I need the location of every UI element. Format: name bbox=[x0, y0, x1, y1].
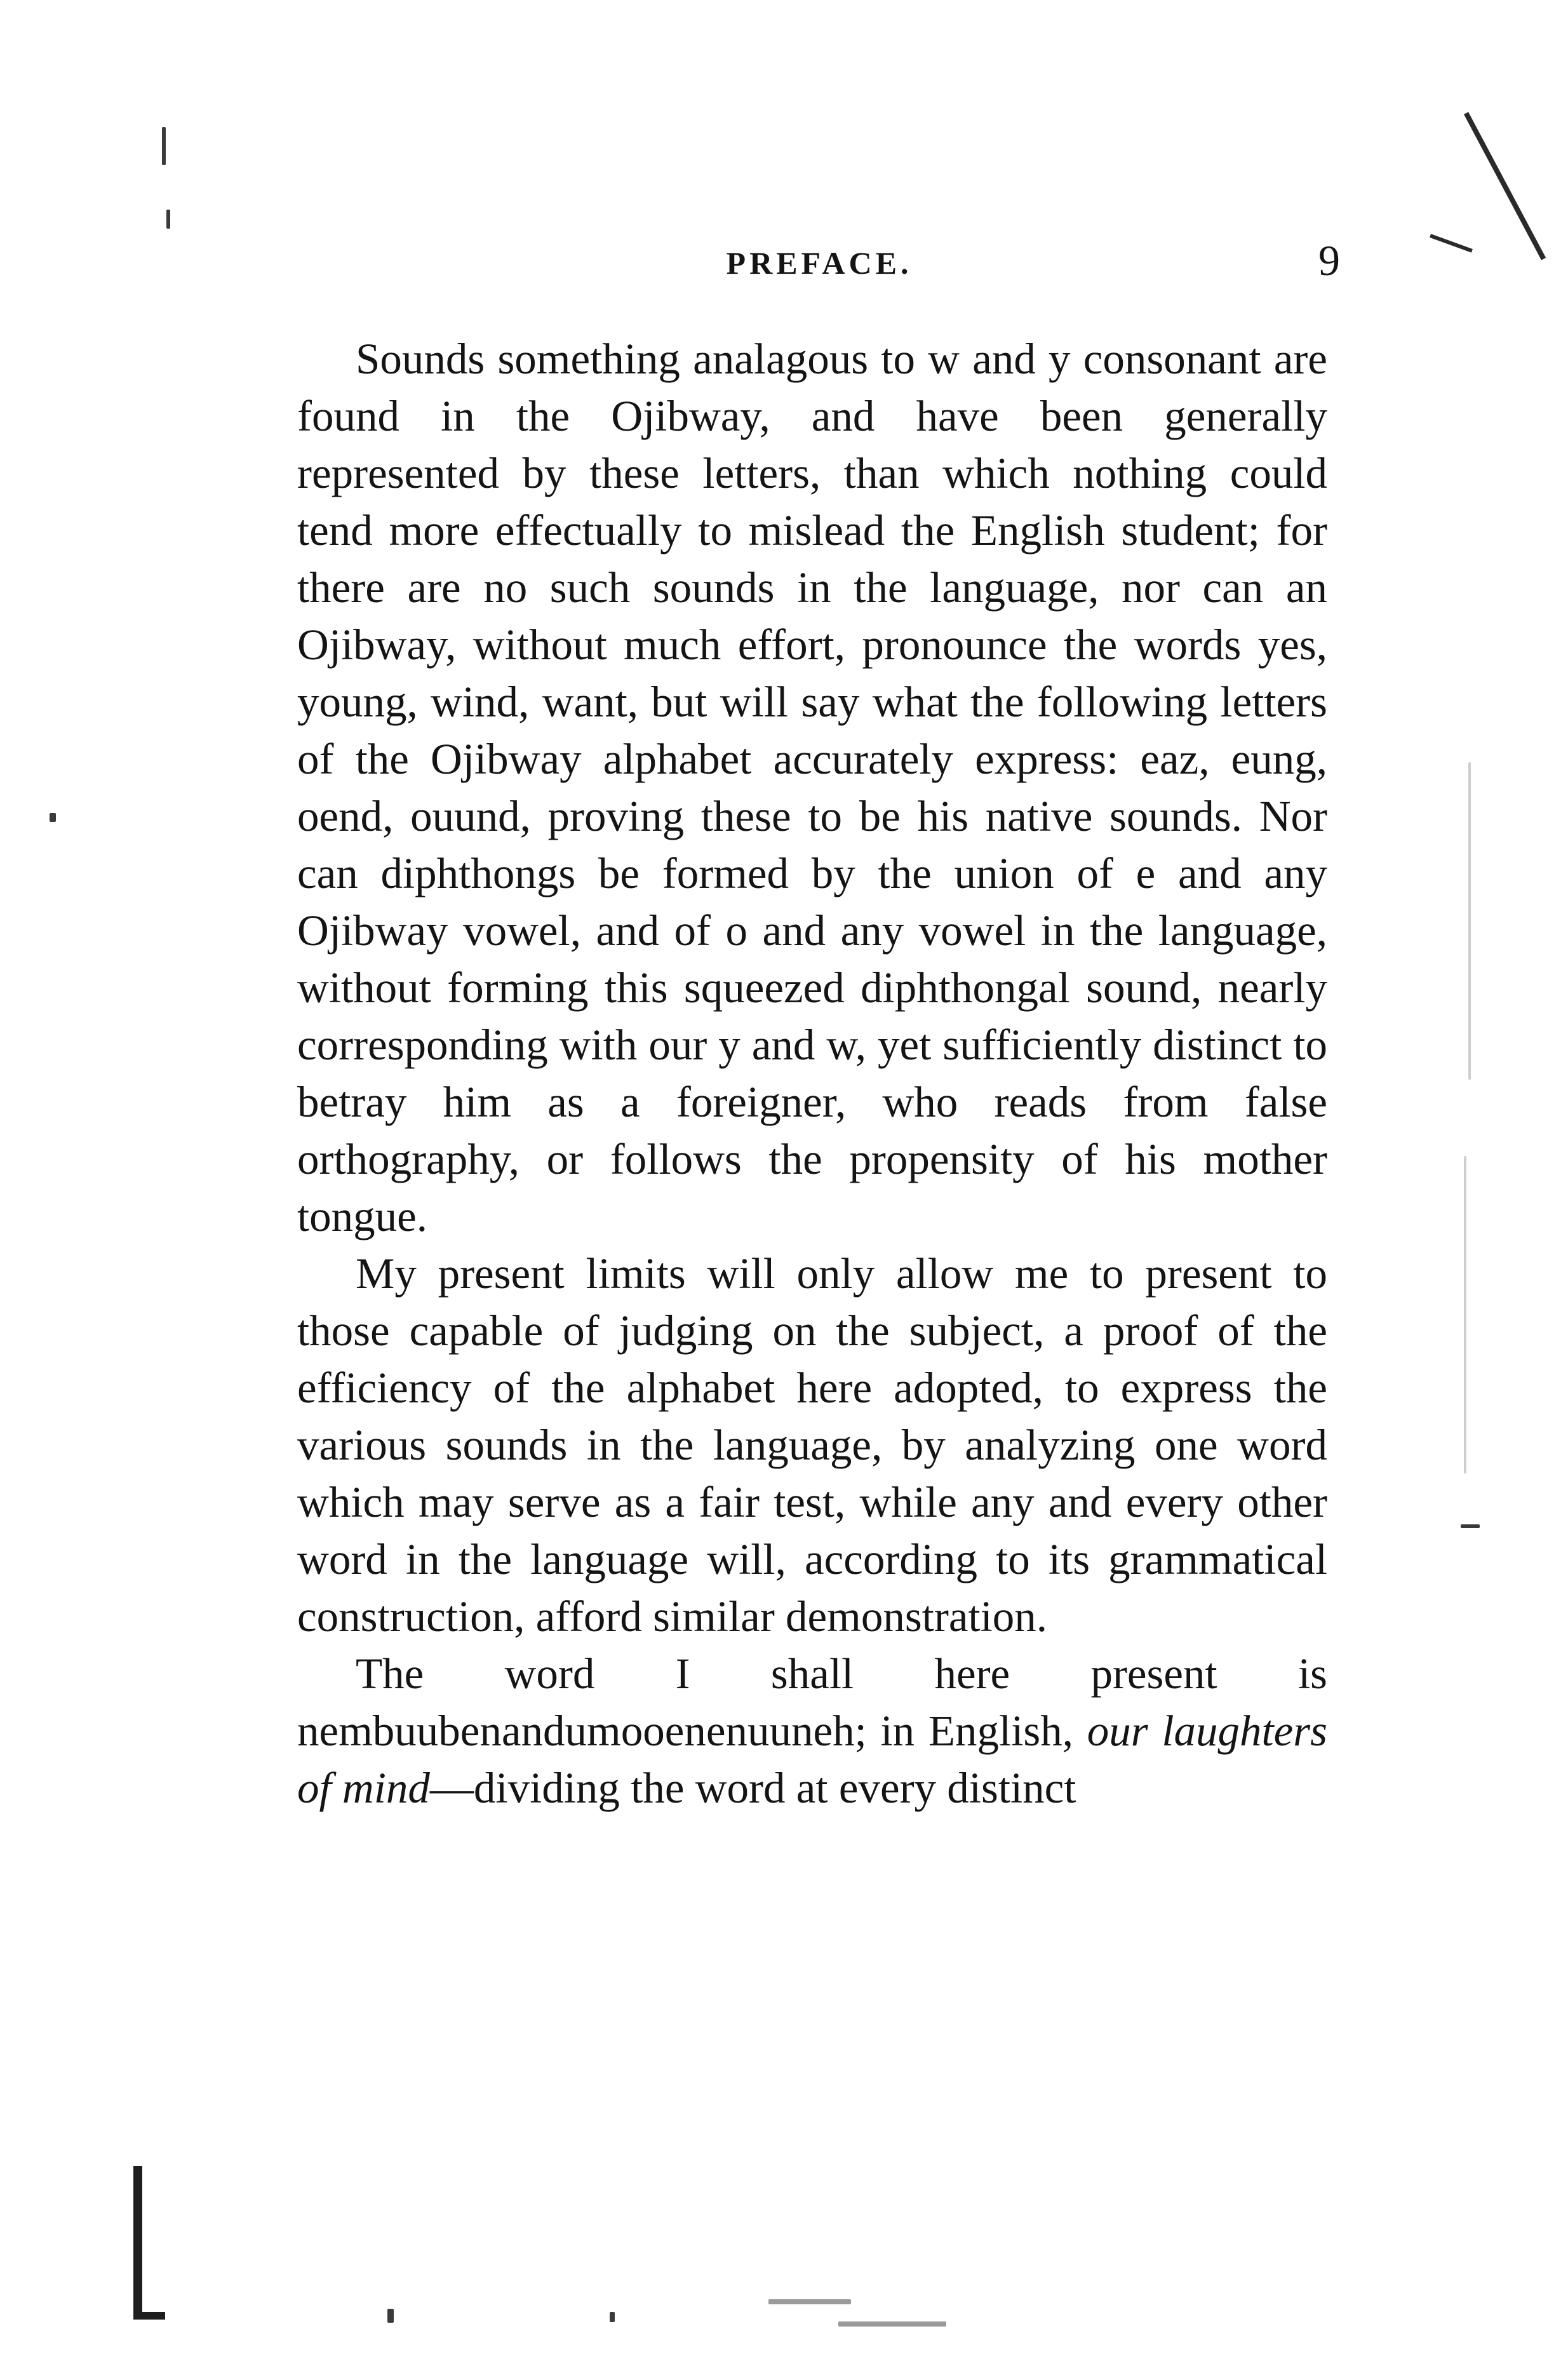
scan-artifact-dot bbox=[387, 2309, 394, 2323]
paragraph: Sounds something analagous to w and y consonant are found in the Ojibway, and have been generally represented by these letters, than which nothing could tend more effectually to mislead the English student; for there are no such sounds in the language, nor can an Ojibway, without much effort, pronounce the words yes, young, wind, want, but will say what the following letters of the Ojibway alphabet accurately express: eaz, eung, oend, ouund, proving these to be his native sounds. Nor can diphthongs be formed by the union of e and any Ojibway vowel, and of o and any vowel in the language, without forming this squeezed diphthongal sound, nearly corresponding with our y and w, yet sufficiently distinct to betray him as a foreigner, who reads from false orthography, or follows the propensity of his mother tongue. bbox=[297, 335, 1327, 1240]
scan-artifact-dot bbox=[768, 2299, 851, 2304]
running-head bbox=[298, 236, 1340, 302]
scan-artifact-dot bbox=[1461, 1524, 1480, 1528]
scan-artifact-dot bbox=[162, 127, 166, 165]
page-number: 9 bbox=[1318, 236, 1340, 285]
paragraph-text: The word I shall here present is nembuubenandumooenenuuneh; in English, bbox=[297, 1649, 1327, 1755]
paragraph: My present limits will only allow me to present to those capable of judging on the subject, a proof of the efficiency of the alphabet here adopted, to express the various sounds in the language, by analyzing one word which may serve as a fair test, while any and every other word in the language will, according to its grammatical construction, afford similar demonstration. bbox=[297, 1249, 1327, 1641]
paragraph bbox=[297, 1645, 1327, 1817]
scan-artifact-line bbox=[1464, 112, 1546, 260]
scan-artifact-dot bbox=[166, 210, 170, 229]
body-text bbox=[297, 330, 1327, 1817]
paragraph-text: —dividing the word at every distinct bbox=[429, 1764, 1076, 1812]
italic-phrase: our laughters of mind bbox=[297, 1707, 1327, 1812]
scan-artifact-bar bbox=[133, 2166, 142, 2318]
scan-artifact-dot bbox=[50, 813, 56, 822]
scan-artifact-dot bbox=[1464, 1156, 1466, 1474]
scan-artifact-dot bbox=[1468, 762, 1471, 1080]
scan-artifact-dot bbox=[838, 2321, 946, 2327]
scan-artifact-bar bbox=[133, 2312, 165, 2320]
running-head-title: PREFACE. bbox=[726, 245, 913, 281]
scan-artifact-mark bbox=[1430, 234, 1473, 253]
scan-artifact-dot bbox=[610, 2312, 615, 2322]
